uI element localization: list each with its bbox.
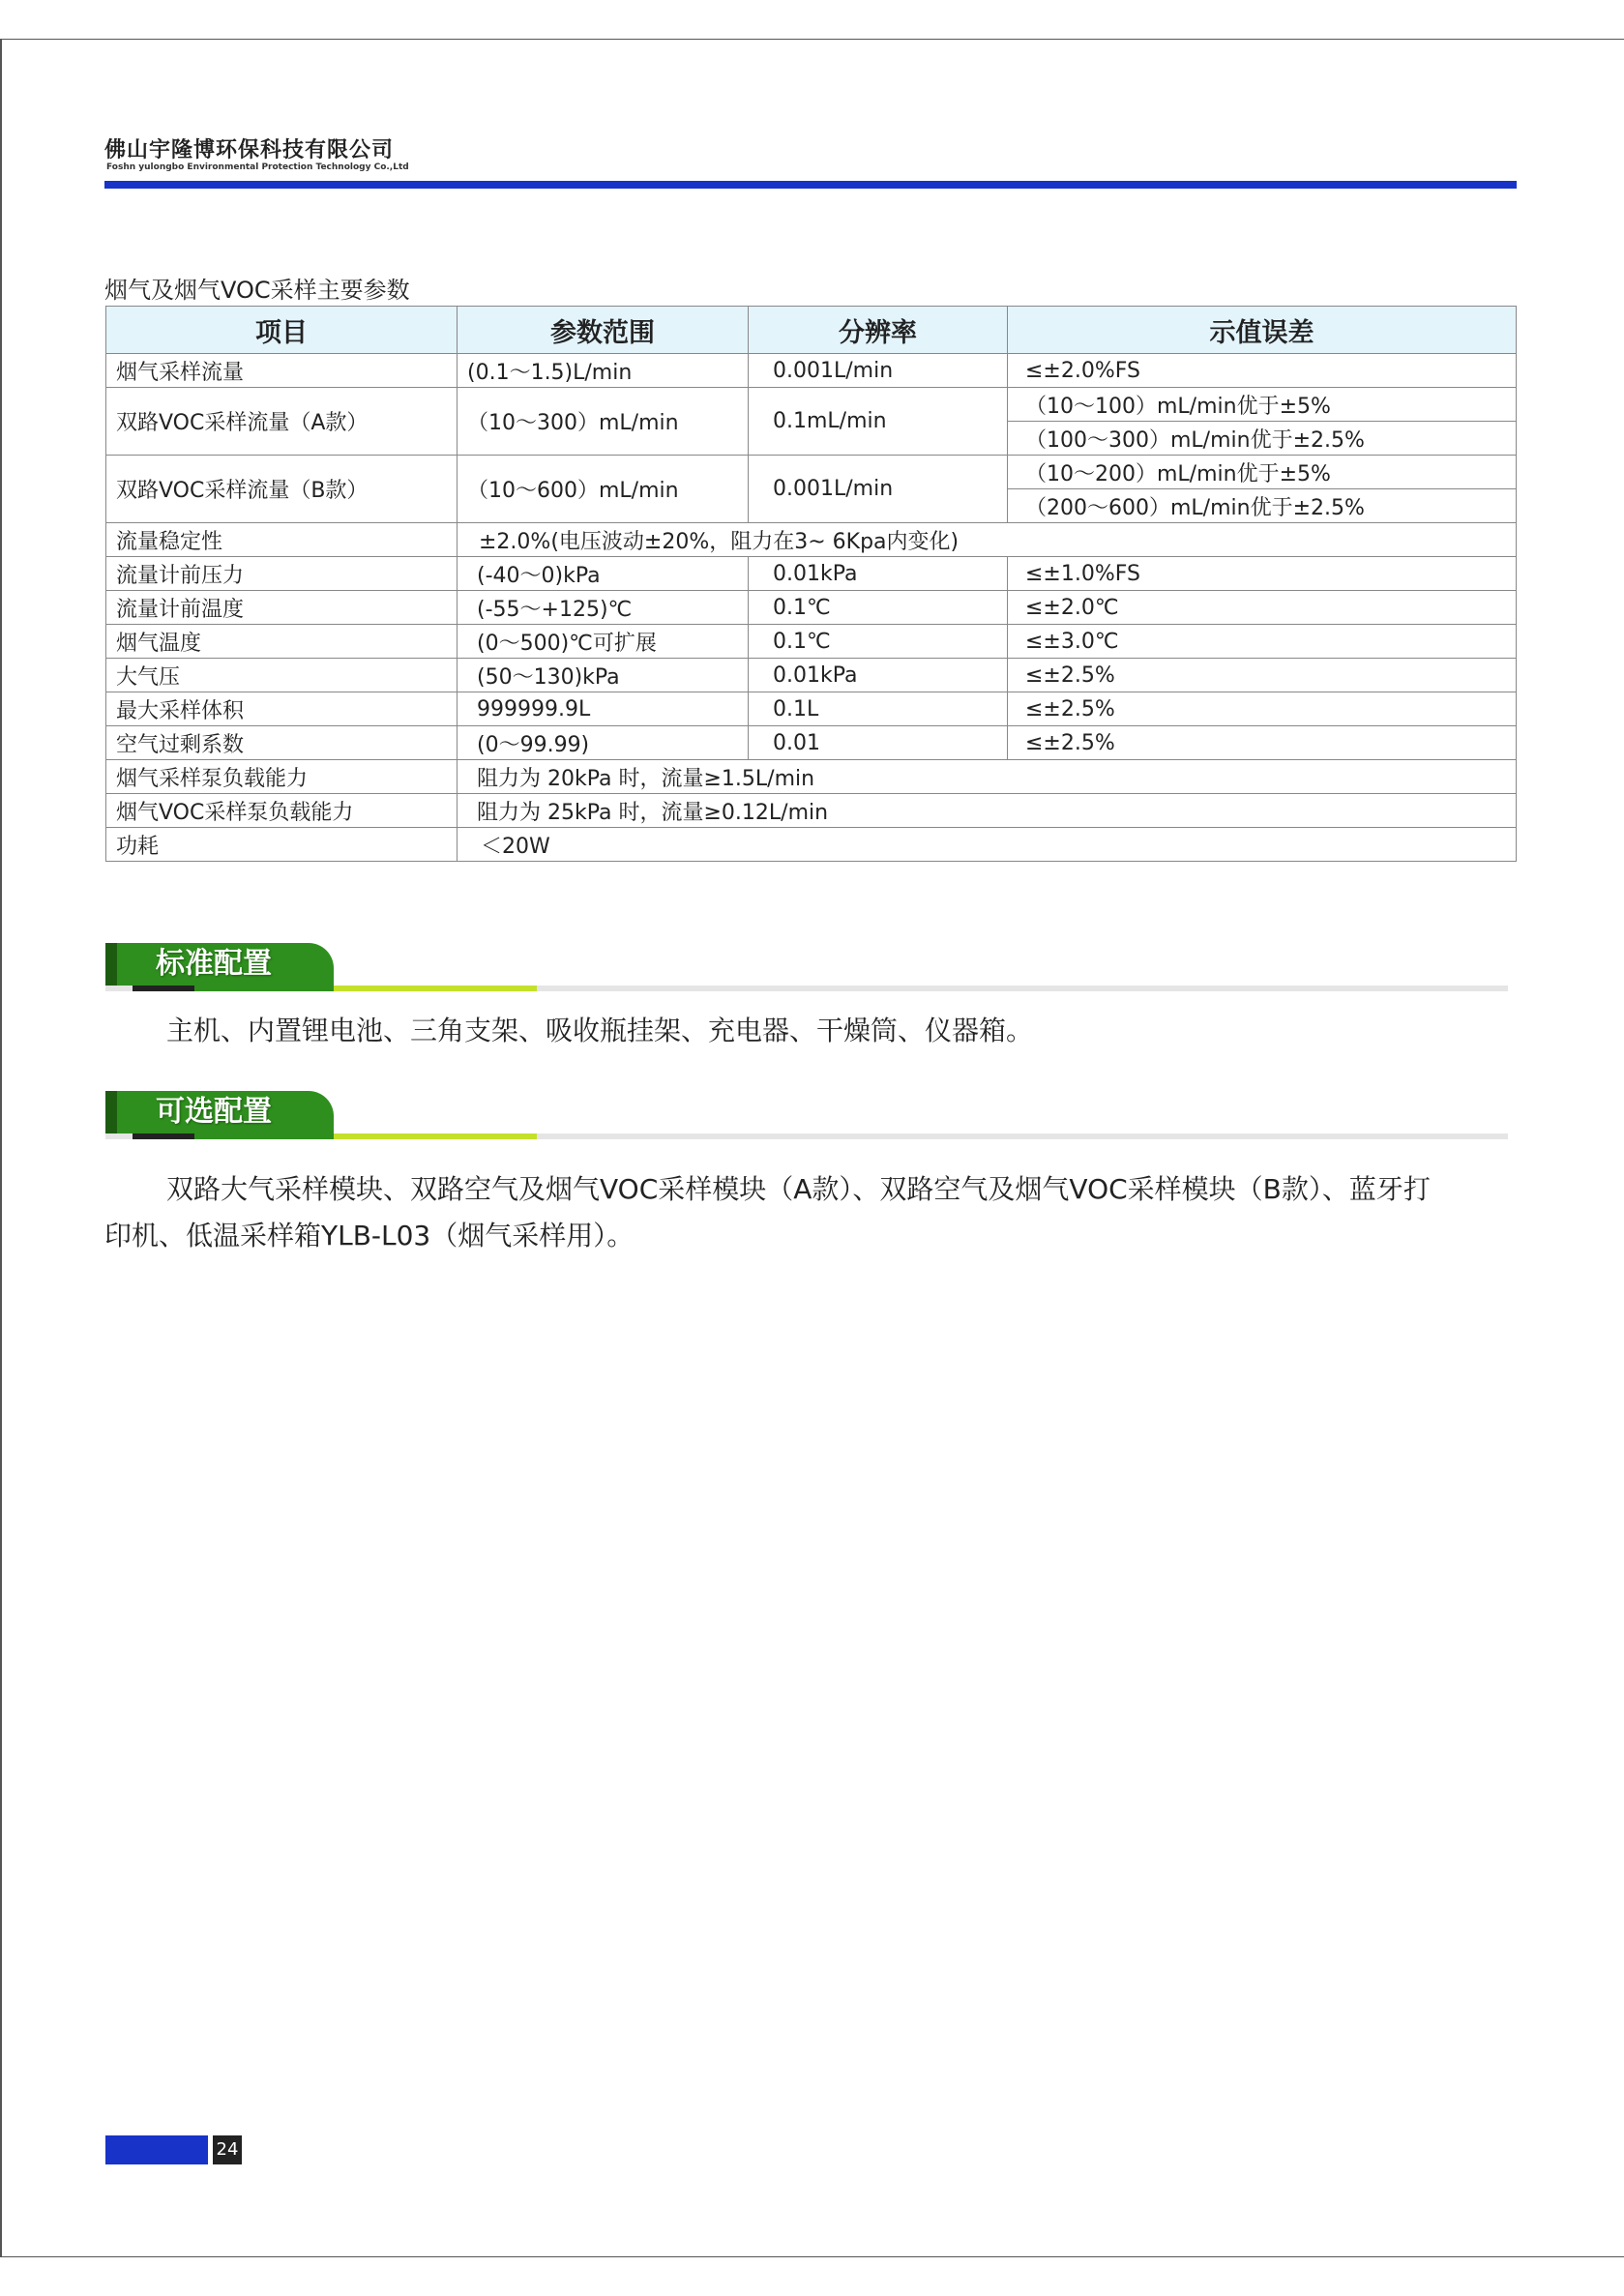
cell-range: (-40～0)kPa	[458, 557, 749, 591]
page-number-bar	[105, 2135, 208, 2164]
cell-item: 最大采样体积	[106, 692, 458, 726]
standard-config-title: 标准配置	[156, 947, 272, 981]
standard-config-banner	[105, 943, 1508, 995]
optional-config-title: 可选配置	[156, 1095, 272, 1129]
cell-error: ≤±2.5%	[1008, 659, 1517, 692]
underline-accent-green	[194, 986, 334, 991]
table-header-row	[106, 307, 1517, 354]
underline-accent-lime	[334, 986, 537, 991]
section-underline	[105, 1133, 1508, 1139]
table-row	[106, 726, 1517, 760]
cell-resolution: 0.01	[749, 726, 1008, 760]
cell-item: 空气过剩系数	[106, 726, 458, 760]
company-name-en: Foshn yulongbo Environmental Protection Technology Co.,Ltd	[106, 162, 409, 172]
cell-item: 烟气温度	[106, 625, 458, 659]
cell-range: （10～300）mL/min	[458, 388, 749, 456]
table-row	[106, 794, 1517, 828]
table-row	[106, 354, 1517, 388]
cell-error: ≤±1.0%FS	[1008, 557, 1517, 591]
cell-item: 烟气采样泵负载能力	[106, 760, 458, 794]
cell-span: ＜20W	[458, 828, 1517, 862]
cell-item: 大气压	[106, 659, 458, 692]
cell-error: ≤±2.5%	[1008, 692, 1517, 726]
cell-item: 功耗	[106, 828, 458, 862]
table-row	[106, 760, 1517, 794]
cell-item: 双路VOC采样流量（B款）	[106, 456, 458, 523]
table-row	[106, 388, 1517, 422]
table-row	[106, 591, 1517, 625]
cell-range: (0～500)℃可扩展	[458, 625, 749, 659]
cell-span: 阻力为 20kPa 时，流量≥1.5L/min	[458, 760, 1517, 794]
header-resolution: 分辨率	[749, 307, 1008, 354]
table-row	[106, 828, 1517, 862]
optional-config-tab	[105, 1091, 334, 1133]
page-number: 24	[213, 2135, 242, 2164]
table-row	[106, 523, 1517, 557]
optional-config-text-line1: 双路大气采样模块、双路空气及烟气VOC采样模块（A款）、双路空气及烟气VOC采样模块（B款）、蓝牙打	[166, 1173, 1431, 1205]
header-divider	[104, 181, 1517, 189]
underline-accent-green	[194, 1133, 334, 1139]
cell-item: 双路VOC采样流量（A款）	[106, 388, 458, 456]
table-row	[106, 456, 1517, 489]
standard-config-text: 主机、内置锂电池、三角支架、吸收瓶挂架、充电器、干燥筒、仪器箱。	[166, 1015, 1034, 1046]
table-row	[106, 659, 1517, 692]
tab-accent	[105, 1091, 117, 1133]
cell-range: （10～600）mL/min	[458, 456, 749, 523]
optional-config-text-line2: 印机、低温采样箱YLB-L03（烟气采样用）。	[104, 1220, 635, 1251]
standard-config-tab	[105, 943, 334, 986]
table-row	[106, 557, 1517, 591]
underline-accent-dark	[133, 1133, 194, 1139]
header-item: 项目	[106, 307, 458, 354]
cell-span: 阻力为 25kPa 时，流量≥0.12L/min	[458, 794, 1517, 828]
cell-range: (50～130)kPa	[458, 659, 749, 692]
cell-range: (0～99.99)	[458, 726, 749, 760]
company-name-cn: 佛山宇隆博环保科技有限公司	[104, 137, 395, 162]
table-title: 烟气及烟气VOC采样主要参数	[104, 277, 410, 304]
cell-error: （10～200）mL/min优于±5%	[1008, 456, 1517, 489]
underline-accent-lime	[334, 1133, 537, 1139]
cell-error: ≤±3.0℃	[1008, 625, 1517, 659]
cell-range: (0.1～1.5)L/min	[458, 354, 749, 388]
cell-error: ≤±2.0%FS	[1008, 354, 1517, 388]
cell-range: (-55～+125)℃	[458, 591, 749, 625]
cell-error: （100～300）mL/min优于±2.5%	[1008, 422, 1517, 456]
tab-accent	[105, 943, 117, 986]
cell-error: （200～600）mL/min优于±2.5%	[1008, 489, 1517, 523]
cell-resolution: 0.1L	[749, 692, 1008, 726]
optional-config-banner	[105, 1091, 1508, 1143]
underline-accent-dark	[133, 986, 194, 991]
cell-item: 流量计前温度	[106, 591, 458, 625]
spec-table	[105, 306, 1517, 862]
table-row	[106, 692, 1517, 726]
cell-span: ±2.0%(电压波动±20%，阻力在3~ 6Kpa内变化)	[458, 523, 1517, 557]
cell-error: ≤±2.5%	[1008, 726, 1517, 760]
cell-resolution: 0.001L/min	[749, 456, 1008, 523]
cell-resolution: 0.01kPa	[749, 659, 1008, 692]
header-range: 参数范围	[458, 307, 749, 354]
cell-resolution: 0.1℃	[749, 625, 1008, 659]
table-row	[106, 625, 1517, 659]
cell-item: 流量计前压力	[106, 557, 458, 591]
cell-resolution: 0.1℃	[749, 591, 1008, 625]
cell-item: 烟气采样流量	[106, 354, 458, 388]
cell-item: 烟气VOC采样泵负载能力	[106, 794, 458, 828]
cell-resolution: 0.001L/min	[749, 354, 1008, 388]
cell-resolution: 0.1mL/min	[749, 388, 1008, 456]
cell-error: ≤±2.0℃	[1008, 591, 1517, 625]
cell-resolution: 0.01kPa	[749, 557, 1008, 591]
cell-error: （10～100）mL/min优于±5%	[1008, 388, 1517, 422]
cell-range: 999999.9L	[458, 692, 749, 726]
cell-item: 流量稳定性	[106, 523, 458, 557]
header-error: 示值误差	[1008, 307, 1517, 354]
section-underline	[105, 986, 1508, 991]
